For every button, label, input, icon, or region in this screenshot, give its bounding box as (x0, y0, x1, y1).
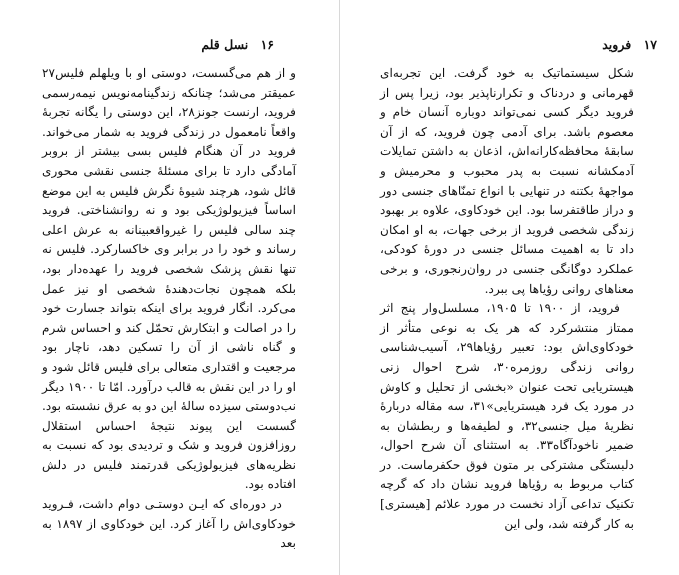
right-body-text (380, 64, 634, 534)
right-running-head (602, 37, 657, 52)
right-page (340, 0, 679, 575)
left-running-title: نسل قلم (201, 37, 249, 52)
right-page-number: ۱۷ (643, 37, 657, 52)
right-running-title: فروید (602, 37, 632, 52)
left-paragraph: و از هم می‌گسست، دوستی او با ویلهلم فلیس۲۷ عمیقتر می‌شد؛ چنانکه زندگینامه‌نویس نیمه‌رسمی فروید، ارنست جونز۲۸، این دوستی را یگانه تجربهٔ واقعاً نامعمول در زندگی فروید به شمار می‌خواند. فروید در آن هنگام فلیس بسی بیشتر از بروبر آمادگی دارد تا برای مسئلهٔ جنسی نقشی محوری قائل شود، هرچند شیوهٔ نگرش فلیس به این موضع اساساً فیزیولوژیکی بود و نه روانشناختی. فروید چند سالی فلیس را غیرواقعبینانه به عرش اعلی رساند و خود را در برابر وی خاکسارکرد. فلیس نه تنها نقش پزشک شخصی فروید را عهده‌دار بود، بلکه همچون نجات‌دهندهٔ شخصی او نیز عمل می‌کرد. انگار فروید برای اینکه بتواند جسارت خود را در اصالت و ابتکارش تحمّل کند و احساس شرم و گناه ناشی از آن را تسکین دهد، ناچار بود مرجعیت و اقتداری متعالی برای فلیس قائل شود و او را در این نقش به قالب درآورد. امّا تا ۱۹۰۰ دیگر نب‌دوستی سیزده سالهٔ این دو به عرق نشسته بود. گسست این پیوند نتیجهٔ احساس استقلال روزافزون فروید و شک و تردیدی بود که نسبت به نظریه‌های فیزیولوژیکی قدرتمند فلیس در دلش افتاده بود. (42, 66, 297, 492)
left-body-text (42, 64, 296, 554)
right-paragraph: شکل سیستماتیک به خود گرفت. این تجربه‌ای قهرمانی و دردناک و تکرارناپذیر بود، زیرا پس از فروید دیگر کسی نمی‌تواند دوباره آنسان خام و معصوم باشد. برای آدمی چون فروید، که از آن سابقهٔ محافظه‌کارانه‌اش، اذعان به داشتن تمایلات آدمکشانه نسبت به پدر محبوب و محرمیش و مواجههٔ بکتنه در تنهایی با انواع تمنّاهای جنسی دور و دراز طاقتفرسا بود. این خودکاوی، علاوه بر بهبود زندگی شخصی فروید از برخی جهات، به او امکان داد تا به اهمیت مسائل جنسی در دورهٔ کودکی، عملکرد دوگانگی جنسی در روان‌رنجوری، و برخی معناهای روانی رؤیاها پی ببرد. (380, 66, 634, 296)
left-paragraph: در دوره‌ای که ایـن دوستـی دوام داشت، فـروید خودکاوی‌اش را آغاز کرد. این خودکاوی از ۱۸۹۷ به بعد (42, 497, 296, 551)
left-page-number: ۱۶ (260, 37, 274, 52)
right-paragraph: فروید، از ۱۹۰۰ تا ۱۹۰۵، مسلسل‌وار پنج اثر ممتاز منتشرکرد که هر یک به نوعی متأثر از خودکاوی‌اش بود: تعبیر رؤیاها۲۹، آسیب‌شناسی روانی زندگی روزمره۳۰، شرح احوال زنی هیستریایی تحت عنوان «بخشی از تحلیل و کاوش در مورد یک فرد هیستریایی»۳۱، سه مقاله دربارهٔ نظریهٔ میل جنسی۳۲، و لطیفه‌ها و ربطشان به ضمیر ناخودآگاه۳۳. به استثنای آن شرح احوال، دلبستگی مشترکی بر متون فوق حکفرماست. در کتاب مربوط به رؤیاها فروید نشان داد که گرچه تکنیک تداعی آزاد نخست در مورد علائم [هیستری] به کار گرفته شد، ولی این (380, 301, 634, 531)
left-running-head (201, 37, 274, 52)
